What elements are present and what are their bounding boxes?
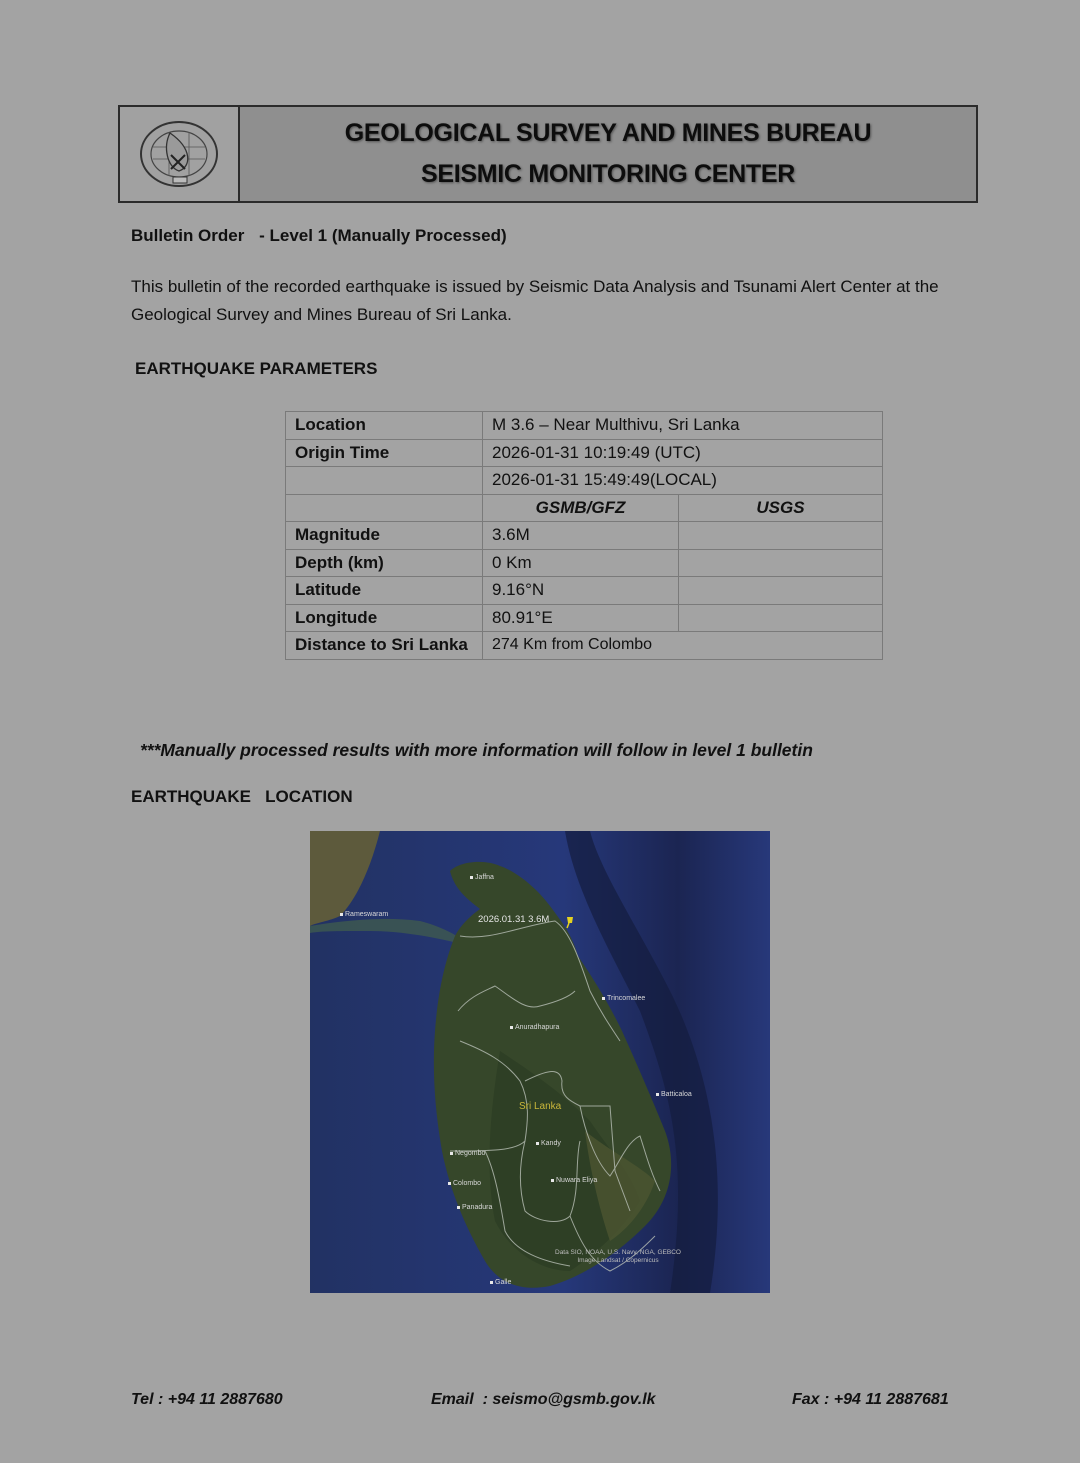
place-label: Panadura xyxy=(457,1204,492,1211)
place-label: Galle xyxy=(490,1279,511,1286)
magnitude-usgs xyxy=(679,522,883,550)
parameters-heading: EARTHQUAKE PARAMETERS xyxy=(135,359,378,378)
table-row xyxy=(286,549,883,577)
empty-cell xyxy=(286,467,483,495)
magnitude-gsmb: 3.6M xyxy=(483,522,679,550)
magnitude-label: Magnitude xyxy=(286,522,483,550)
letterhead xyxy=(118,105,978,203)
table-row xyxy=(286,522,883,550)
column-header-usgs: USGS xyxy=(679,494,883,522)
bulletin-level: - Level 1 (Manually Processed) xyxy=(259,226,507,245)
map-attribution: Data SIO, NOAA, U.S. Navy, NGA, GEBCO Image Landsat / Copernicus xyxy=(555,1249,681,1264)
depth-label: Depth (km) xyxy=(286,549,483,577)
country-label: Sri Lanka xyxy=(519,1101,562,1112)
location-heading: EARTHQUAKE LOCATION xyxy=(131,787,353,806)
place-label: Kandy xyxy=(536,1140,561,1147)
letterhead-title xyxy=(240,107,976,201)
seal-icon xyxy=(137,119,221,189)
bulletin-order-label: Bulletin Order xyxy=(131,226,245,245)
footer-fax: Fax : +94 11 2887681 xyxy=(792,1391,949,1408)
place-label: Nuwara Eliya xyxy=(551,1177,597,1184)
location-value: M 3.6 – Near Multhivu, Sri Lanka xyxy=(483,412,883,440)
parameters-table xyxy=(285,411,883,660)
follow-up-note: ***Manually processed results with more information will follow in level 1 bulletin xyxy=(140,740,813,760)
table-header-row xyxy=(286,494,883,522)
gsmb-logo xyxy=(120,107,240,201)
distance-label: Distance to Sri Lanka xyxy=(286,632,483,660)
depth-usgs xyxy=(679,549,883,577)
table-row xyxy=(286,632,883,660)
organization-name: GEOLOGICAL SURVEY AND MINES BUREAU xyxy=(344,119,872,147)
origin-time-utc: 2026-01-31 10:19:49 (UTC) xyxy=(483,439,883,467)
column-header-gsmb: GSMB/GFZ xyxy=(483,494,679,522)
latitude-label: Latitude xyxy=(286,577,483,605)
longitude-label: Longitude xyxy=(286,604,483,632)
latitude-gsmb: 9.16°N xyxy=(483,577,679,605)
origin-time-local: 2026-01-31 15:49:49(LOCAL) xyxy=(483,467,883,495)
intro-paragraph: This bulletin of the recorded earthquake is issued by Seismic Data Analysis and Tsunami Alert Center at the Geological Survey and Mines Bureau of Sri Lanka. xyxy=(131,277,939,324)
table-row xyxy=(286,439,883,467)
table-row xyxy=(286,412,883,440)
bulletin-order xyxy=(131,226,507,246)
place-label: Negombo xyxy=(450,1150,485,1157)
place-label: Batticaloa xyxy=(656,1091,692,1098)
satellite-map-image xyxy=(310,831,770,1293)
place-label: Jaffna xyxy=(470,874,494,881)
place-label: Rameswaram xyxy=(340,911,388,918)
place-label: Colombo xyxy=(448,1180,481,1187)
distance-value: 274 Km from Colombo xyxy=(483,632,883,660)
depth-gsmb: 0 Km xyxy=(483,549,679,577)
footer-email[interactable]: Email : seismo@gsmb.gov.lk xyxy=(431,1391,656,1408)
place-label: Anuradhapura xyxy=(510,1024,559,1031)
longitude-gsmb: 80.91°E xyxy=(483,604,679,632)
place-label: Trincomalee xyxy=(602,995,645,1002)
table-row xyxy=(286,577,883,605)
longitude-usgs xyxy=(679,604,883,632)
center-name: SEISMIC MONITORING CENTER xyxy=(420,160,795,188)
earthquake-event-label: 2026.01.31 3.6M xyxy=(478,914,550,925)
empty-cell xyxy=(286,494,483,522)
earthquake-location-map xyxy=(310,831,770,1293)
latitude-usgs xyxy=(679,577,883,605)
footer-telephone: Tel : +94 11 2887680 xyxy=(131,1391,283,1408)
table-row xyxy=(286,467,883,495)
location-label: Location xyxy=(286,412,483,440)
origin-time-label: Origin Time xyxy=(286,439,483,467)
table-row xyxy=(286,604,883,632)
